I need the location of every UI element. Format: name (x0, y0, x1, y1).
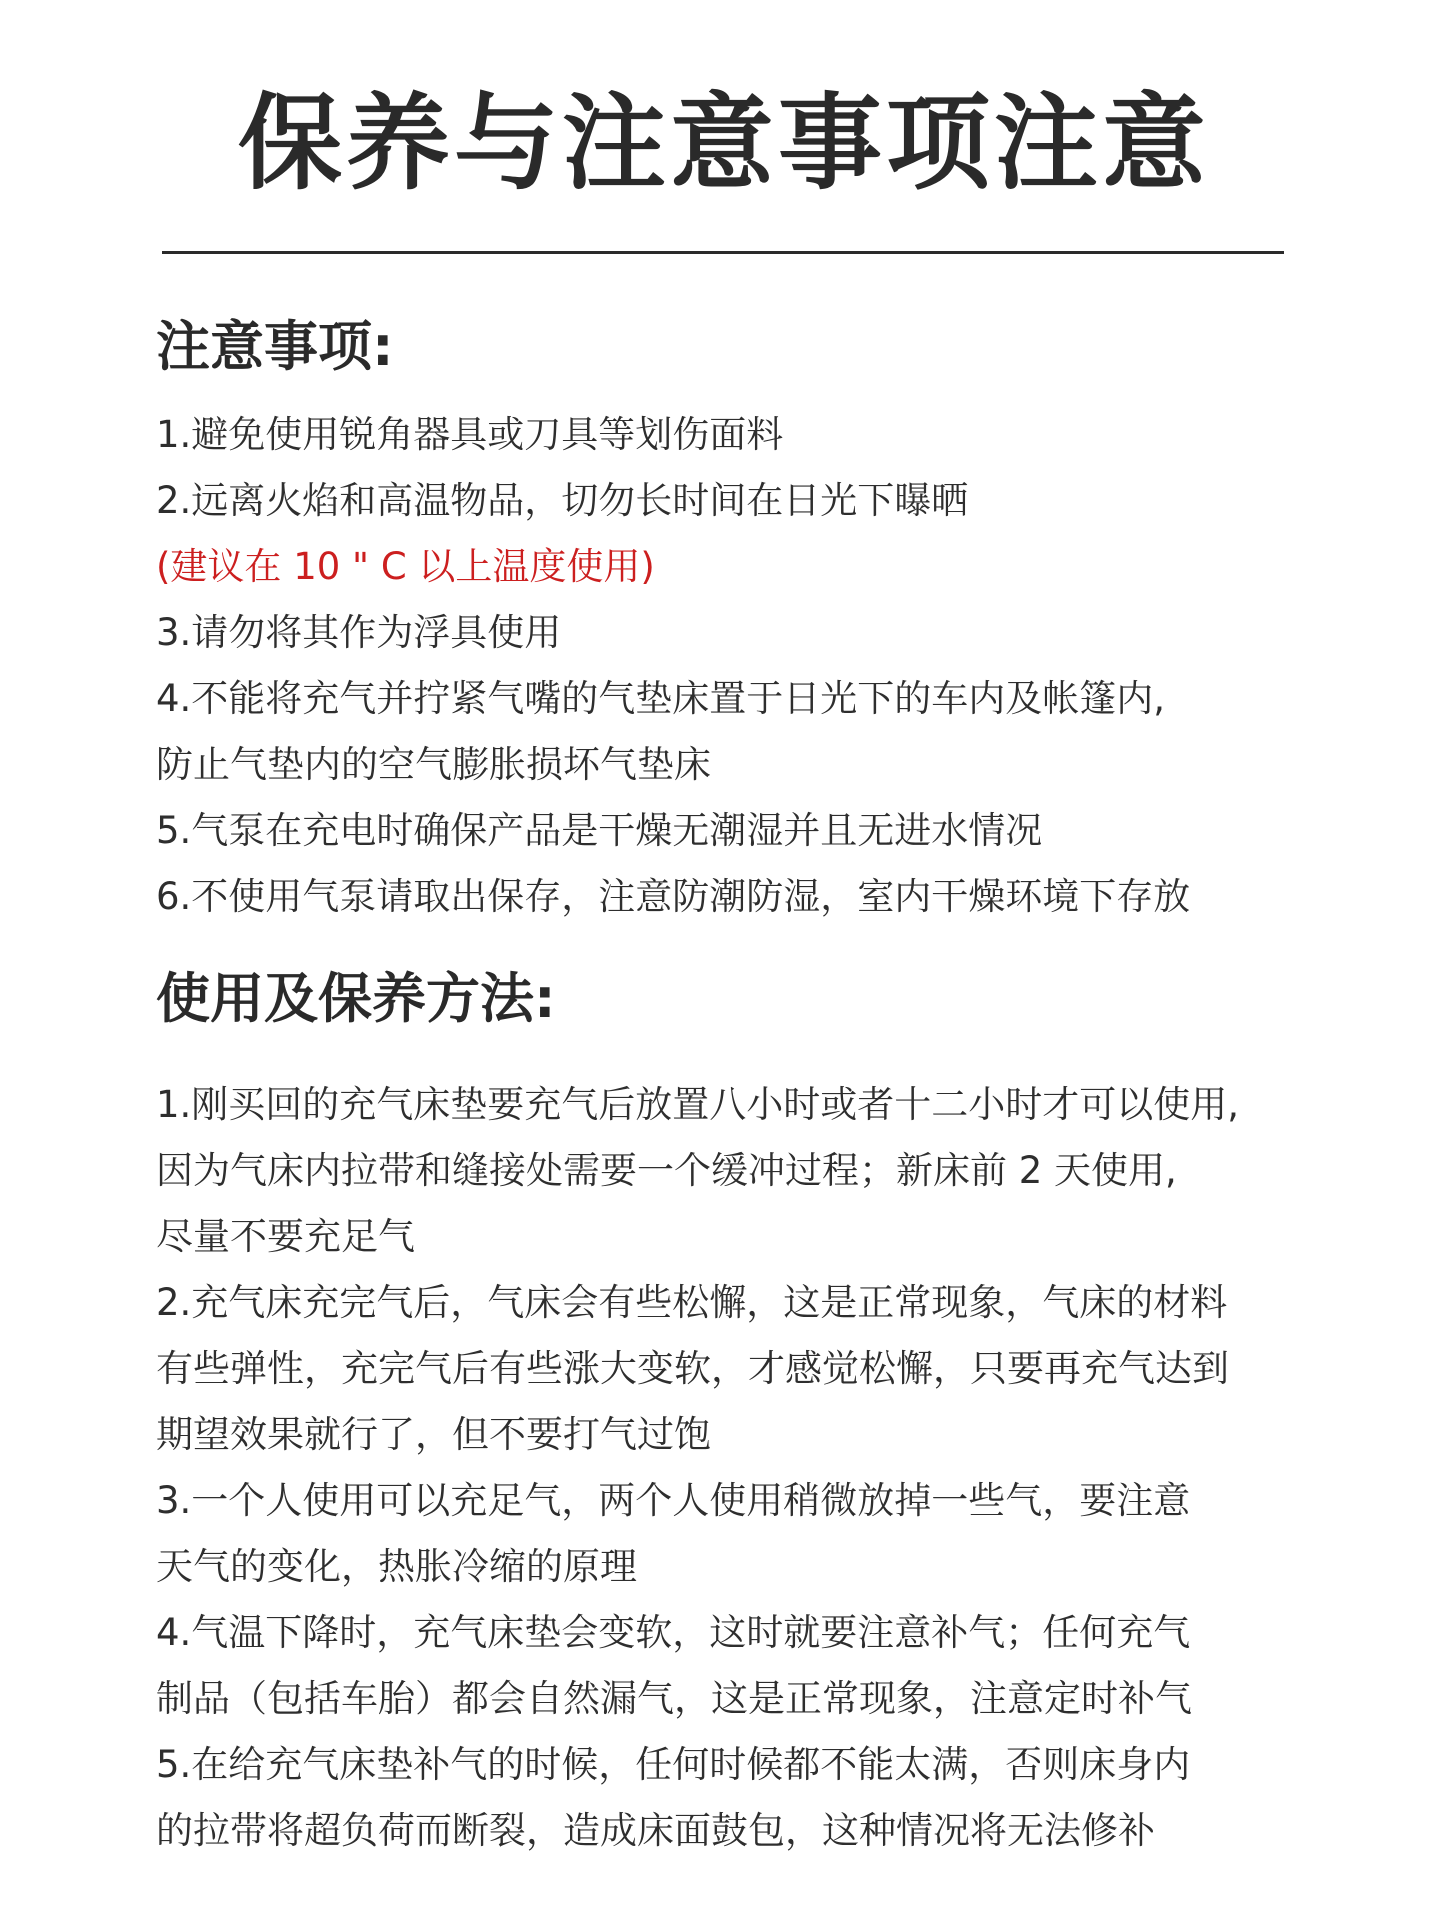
section-precautions (156, 312, 1356, 930)
list-item: 因为气床内拉带和缝接处需要一个缓冲过程；新床前 2 天使用, (156, 1149, 1177, 1192)
list-item: 5.在给充气床垫补气的时候，任何时候都不能太满，否则床身内 (156, 1743, 1191, 1786)
section-heading-precautions: 注意事项: (156, 315, 394, 378)
page-title: 保养与注意事项注意 (237, 82, 1210, 204)
list-item: 有些弹性，充完气后有些涨大变软，才感觉松懈，只要再充气达到 (156, 1347, 1229, 1390)
list-item: 2.充气床充完气后，气床会有些松懈，这是正常现象，气床的材料 (156, 1281, 1228, 1324)
section-usage-maintenance (156, 964, 1356, 1864)
usage-maintenance-list (156, 1072, 1356, 1864)
section-heading-usage-maintenance: 使用及保养方法: (156, 967, 556, 1030)
list-item: 3.请勿将其作为浮具使用 (156, 611, 562, 654)
list-item: 防止气垫内的空气膨胀损坏气垫床 (156, 743, 711, 786)
list-item: 6.不使用气泵请取出保存，注意防潮防湿，室内干燥环境下存放 (156, 875, 1191, 918)
temperature-note: (建议在 10 " C 以上温度使用) (156, 545, 655, 588)
list-item: 5.气泵在充电时确保产品是干燥无潮湿并且无进水情况 (156, 809, 1043, 852)
list-item: 尽量不要充足气 (156, 1215, 415, 1258)
title-divider (162, 251, 1284, 254)
list-item: 天气的变化，热胀冷缩的原理 (156, 1545, 637, 1588)
list-item: 的拉带将超负荷而断裂，造成床面鼓包，这种情况将无法修补 (156, 1809, 1155, 1852)
list-item: 期望效果就行了，但不要打气过饱 (156, 1413, 711, 1456)
list-item: 4.不能将充气并拧紧气嘴的气垫床置于日光下的车内及帐篷内, (156, 677, 1166, 720)
list-item: 4.气温下降时，充气床垫会变软，这时就要注意补气；任何充气 (156, 1611, 1191, 1654)
list-item: 2.远离火焰和高温物品，切勿长时间在日光下曝晒 (156, 479, 969, 522)
list-item: 制品（包括车胎）都会自然漏气，这是正常现象，注意定时补气 (156, 1677, 1192, 1720)
list-item: 1.避免使用锐角器具或刀具等划伤面料 (156, 413, 784, 456)
list-item: 1.刚买回的充气床垫要充气后放置八小时或者十二小时才可以使用, (156, 1083, 1240, 1126)
list-item: 3.一个人使用可以充足气，两个人使用稍微放掉一些气，要注意 (156, 1479, 1191, 1522)
precautions-list (156, 402, 1356, 930)
